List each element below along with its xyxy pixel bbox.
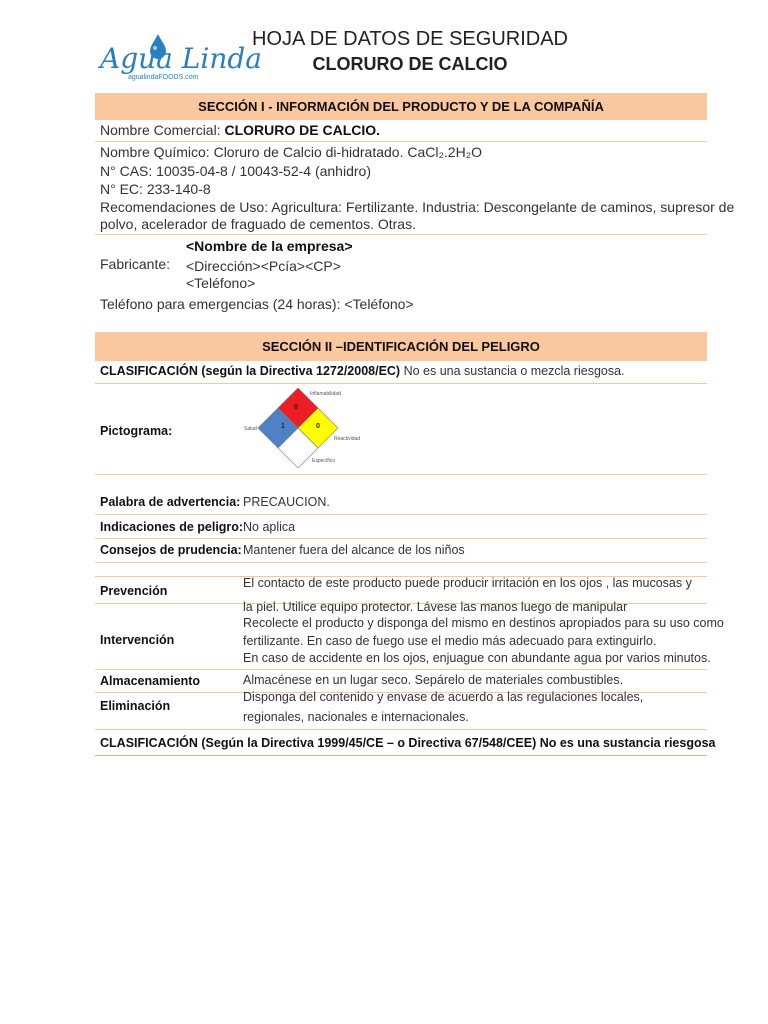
logo-text: Agua Linda	[100, 42, 262, 75]
manufacturer-label: Fabricante:	[100, 256, 171, 272]
logo-subtext: agualindaFOODS.com	[128, 74, 199, 81]
divider	[95, 141, 707, 142]
trade-name-value: CLORURO DE CALCIO.	[224, 122, 381, 138]
divider	[95, 514, 707, 515]
signal-word-label: Palabra de advertencia:	[100, 495, 241, 509]
classification-2: CLASIFICACIÓN (Según la Directiva 1999/45/CE – o Directiva 67/548/CEE) No es una sustancia riesgosa	[100, 736, 716, 750]
divider	[95, 383, 707, 384]
hazard-label: Indicaciones de peligro:	[100, 520, 244, 534]
uses-line-1: Recomendaciones de Uso: Agricultura: Fertilizante. Industria: Descongelante de caminos, supresor de	[100, 199, 735, 215]
divider	[95, 234, 707, 235]
emergency-phone: Teléfono para emergencias (24 horas): <Teléfono>	[100, 296, 414, 312]
nfpa-diamond	[240, 388, 361, 472]
trade-name-label: Nombre Comercial:	[100, 122, 225, 138]
company-phone: <Teléfono>	[186, 275, 256, 291]
section2-heading: SECCIÓN II –IDENTIFICACIÓN DEL PELIGRO	[95, 332, 707, 361]
reactivity-caption: Reactividad	[334, 436, 361, 442]
classification-label: CLASIFICACIÓN (según la Directiva 1272/2008/EC)	[100, 364, 401, 378]
company-name: <Nombre de la empresa>	[186, 238, 353, 254]
hazard-value: No aplica	[243, 520, 296, 534]
cas-number: N° CAS: 10035-04-8 / 10043-52-4 (anhidro)	[100, 163, 371, 179]
specific-caption: Específico	[312, 458, 336, 464]
precaution-value: Mantener fuera del alcance de los niños	[243, 543, 465, 557]
disposal-label: Eliminación	[100, 699, 171, 713]
divider	[95, 729, 707, 730]
section1-heading: SECCIÓN I - INFORMACIÓN DEL PRODUCTO Y DE LA COMPAÑÍA	[95, 93, 707, 120]
document-subtitle: CLORURO DE CALCIO	[312, 54, 508, 74]
classification-row	[100, 364, 625, 378]
intervention-line-3: En caso de accidente en los ojos, enjuague con abundante agua por varios minutos.	[243, 651, 711, 665]
chemical-name: Nombre Químico: Cloruro de Calcio di-hidratado. CaCl₂.2H₂O	[100, 144, 483, 160]
prevention-line-1: El contacto de este producto puede producir irritación en los ojos , las mucosas y	[243, 576, 692, 590]
disposal-line-2: regionales, nacionales e internacionales.	[243, 710, 469, 724]
company-address: <Dirección><Pcía><CP>	[186, 258, 341, 274]
storage-value: Almacénese en un lugar seco. Sepárelo de materiales combustibles.	[243, 673, 624, 687]
uses-line-2: polvo, acelerador de fraguado de cementos. Otras.	[100, 216, 416, 232]
pictogram-label: Pictograma:	[100, 424, 173, 438]
trade-name-row	[100, 122, 380, 138]
ec-number: N° EC: 233-140-8	[100, 181, 211, 197]
prevention-label: Prevención	[100, 584, 168, 598]
divider	[95, 755, 707, 756]
divider	[95, 474, 707, 475]
disposal-line-1: Disponga del contenido y envase de acuerdo a las regulaciones locales,	[243, 690, 644, 704]
classification-value: No es una sustancia o mezcla riesgosa.	[400, 364, 625, 378]
divider	[95, 538, 707, 539]
health-value: 1	[281, 423, 285, 430]
divider	[95, 562, 707, 563]
signal-word-value: PRECAUCION.	[243, 495, 330, 509]
reactivity-value: 0	[316, 423, 320, 430]
intervention-label: Intervención	[100, 633, 175, 647]
storage-label: Almacenamiento	[100, 674, 201, 688]
health-caption: Salud	[244, 426, 257, 432]
precaution-label: Consejos de prudencia:	[100, 543, 242, 557]
flammability-caption: Inflamabilidad	[310, 391, 341, 397]
intervention-line-2: fertilizante. En caso de fuego use el medio más adecuado para extinguirlo.	[243, 634, 657, 648]
document-title: HOJA DE DATOS DE SEGURIDAD	[252, 28, 568, 50]
flammability-value: 0	[294, 404, 298, 411]
intervention-line-1: Recolecte el producto y disponga del mismo en destinos apropiados para su uso como	[243, 616, 724, 630]
prevention-line-2: la piel. Utilice equipo protector. Lávese las manos luego de manipular	[243, 600, 628, 614]
divider	[95, 669, 707, 670]
